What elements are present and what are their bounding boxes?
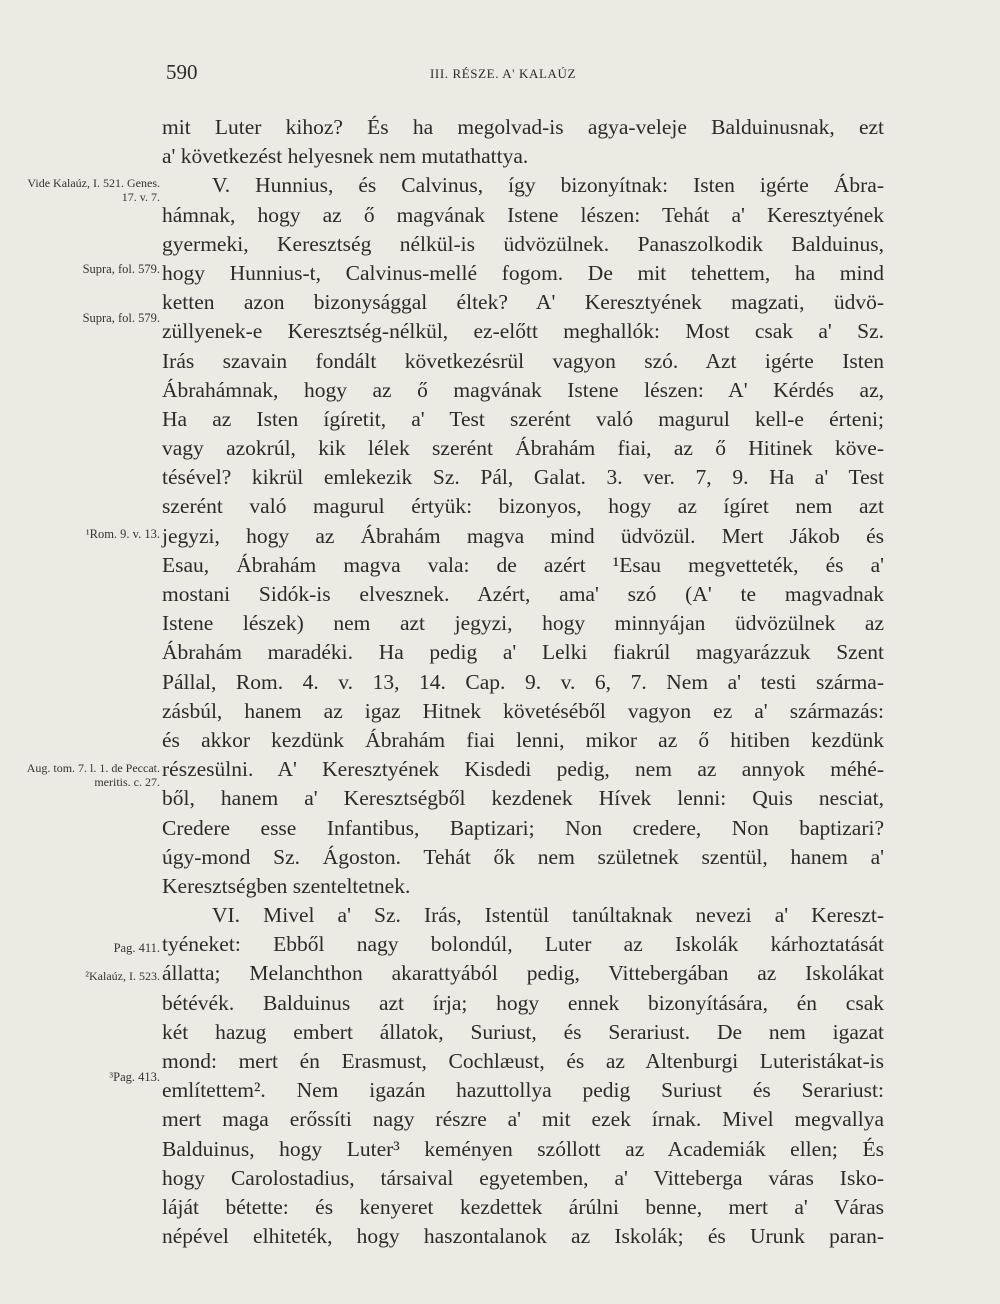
text-line: bétévék. Balduinus azt írja; hogy ennek bizonyítására, én csak xyxy=(162,990,884,1015)
text-line: két hazug embert állatok, Suriust, és Serariust. De nem igazat xyxy=(162,1019,884,1044)
page-number: 590 xyxy=(166,60,198,84)
text-line: részesülni. A' Keresztyének Kisdedi pedig, nem az annyok méhé- xyxy=(162,757,884,782)
text-line: ből, hanem a' Keresztségből kezdenek Hívek lenni: Quis nesciat, xyxy=(162,786,884,811)
margin-note: Vide Kalaúz, I. 521. Genes. 17. v. 7. xyxy=(27,176,160,204)
margin-note: Supra, fol. 579. xyxy=(82,311,160,325)
margin-note: Supra, fol. 579. xyxy=(82,262,160,276)
text-line: tyéneket: Ebből nagy bolondúl, Luter az Iskolák kárhoztatását xyxy=(162,932,884,957)
margin-note: Aug. tom. 7. l. 1. de Peccat. meritis. c. 27. xyxy=(26,761,160,789)
text-line: V. Hunnius, és Calvinus, így bizonyítnak: Isten igérte Ábra- xyxy=(212,173,884,198)
text-line: Istene lészek) nem azt jegyzi, hogy minnyájan üdvözülnek az xyxy=(162,611,884,636)
text-line: hogy Hunnius-t, Calvinus-mellé fogom. De mit tehettem, ha mind xyxy=(162,260,884,285)
text-line: gyermeki, Keresztség nélkül-is üdvözülnek. Panaszolkodik Balduinus, xyxy=(162,231,884,256)
text-line: Balduinus, hogy Luter³ keményen szóllott az Academiák ellen; És xyxy=(162,1136,884,1161)
text-line: állatta; Melanchthon akarattyából pedig, Vittebergában az Iskolákat xyxy=(162,961,884,986)
text-line: Ábrahámnak, hogy az ő magvának Istene lészen: A' Kérdés az, xyxy=(162,377,884,402)
text-line: Pállal, Rom. 4. v. 13, 14. Cap. 9. v. 6, 7. Nem a' testi szárma- xyxy=(162,669,884,694)
text-line: hámnak, hogy az ő magvának Istene lészen: Tehát a' Keresztyének xyxy=(162,202,884,227)
text-line: szerént való magurul értyük: bizonyos, hogy az ígíret nem azt xyxy=(162,494,884,519)
margin-note: Pag. 411. xyxy=(113,941,160,955)
text-line: úgy-mond Sz. Ágoston. Tehát ők nem születnek szentül, hanem a' xyxy=(162,844,884,869)
text-line: züllyenek-e Keresztség-nélkül, ez-előtt meghallók: Most csak a' Sz. xyxy=(162,319,884,344)
text-line: Irás szavain fondált következésrül vagyon szó. Azt igérte Isten xyxy=(162,348,884,373)
margin-note: ³Pag. 413. xyxy=(109,1070,160,1084)
text-line: említettem². Nem igazán hazuttollya pedig Suriust és Serariust: xyxy=(162,1078,884,1103)
body-text xyxy=(162,113,884,1251)
text-line: Ha az Isten ígíretit, a' Test szerént való magurul kell-e érteni; xyxy=(162,406,884,431)
text-line: VI. Mivel a' Sz. Irás, Istentül tanúltaknak nevezi a' Kereszt- xyxy=(212,903,884,928)
text-line: láját bétette: és kenyeret kezdettek árúlni benne, mert a' Váras xyxy=(162,1194,884,1219)
text-line: mond: mert én Erasmust, Cochlæust, és az Altenburgi Luteristákat-is xyxy=(162,1049,884,1073)
text-line: ketten azon bizonysággal éltek? A' Keresztyének magzati, üdvö- xyxy=(162,290,884,315)
margin-note: ¹Rom. 9. v. 13. xyxy=(85,527,160,541)
text-line: hogy Carolostadius, társaival egyetemben, a' Vitteberga váras Isko- xyxy=(162,1165,884,1190)
text-line: mert maga erőssíti nagy részre a' mit ezek írnak. Mivel megvallya xyxy=(162,1107,884,1132)
text-line: Esau, Ábrahám magva vala: de azért ¹Esau megvetteték, és a' xyxy=(162,552,884,577)
margin-note: ²Kalaúz, I. 523. xyxy=(85,969,160,983)
text-line: vagy azokrúl, kik lélek szerént Ábrahám fiai, az ő Hitinek köve- xyxy=(162,436,884,461)
text-line: Keresztségben szenteltetnek. xyxy=(162,873,411,898)
text-line: tésével? kikrül emlekezik Sz. Pál, Galat. 3. ver. 7, 9. Ha a' Test xyxy=(162,465,884,490)
text-line: népével elhiteték, hogy haszontalanok az Iskolák; és Urunk paran- xyxy=(162,1224,884,1249)
text-line: zásbúl, hanem az igaz Hitnek követéséből vagyon ez a' származás: xyxy=(162,698,884,723)
text-line: mostani Sidók-is elvesznek. Azért, ama' szó (A' te magvadnak xyxy=(162,582,884,606)
page-header xyxy=(0,60,1000,88)
text-line: Credere esse Infantibus, Baptizari; Non credere, Non baptizari? xyxy=(162,815,884,840)
text-line: a' következést helyesnek nem mutathattya. xyxy=(162,144,529,169)
text-line: Ábrahám maradéki. Ha pedig a' Lelki fiakrúl magyarázzuk Szent xyxy=(162,640,884,665)
text-line: és akkor kezdünk Ábrahám fiai lenni, mikor az ő hitiben kezdünk xyxy=(162,727,884,752)
running-head: III. RÉSZE. A' KALAÚZ xyxy=(430,66,577,81)
text-line: jegyzi, hogy az Ábrahám magva mind üdvözül. Mert Jákob és xyxy=(162,523,884,548)
text-line: mit Luter kihoz? És ha megolvad-is agya-veleje Balduinusnak, ezt xyxy=(162,115,884,139)
